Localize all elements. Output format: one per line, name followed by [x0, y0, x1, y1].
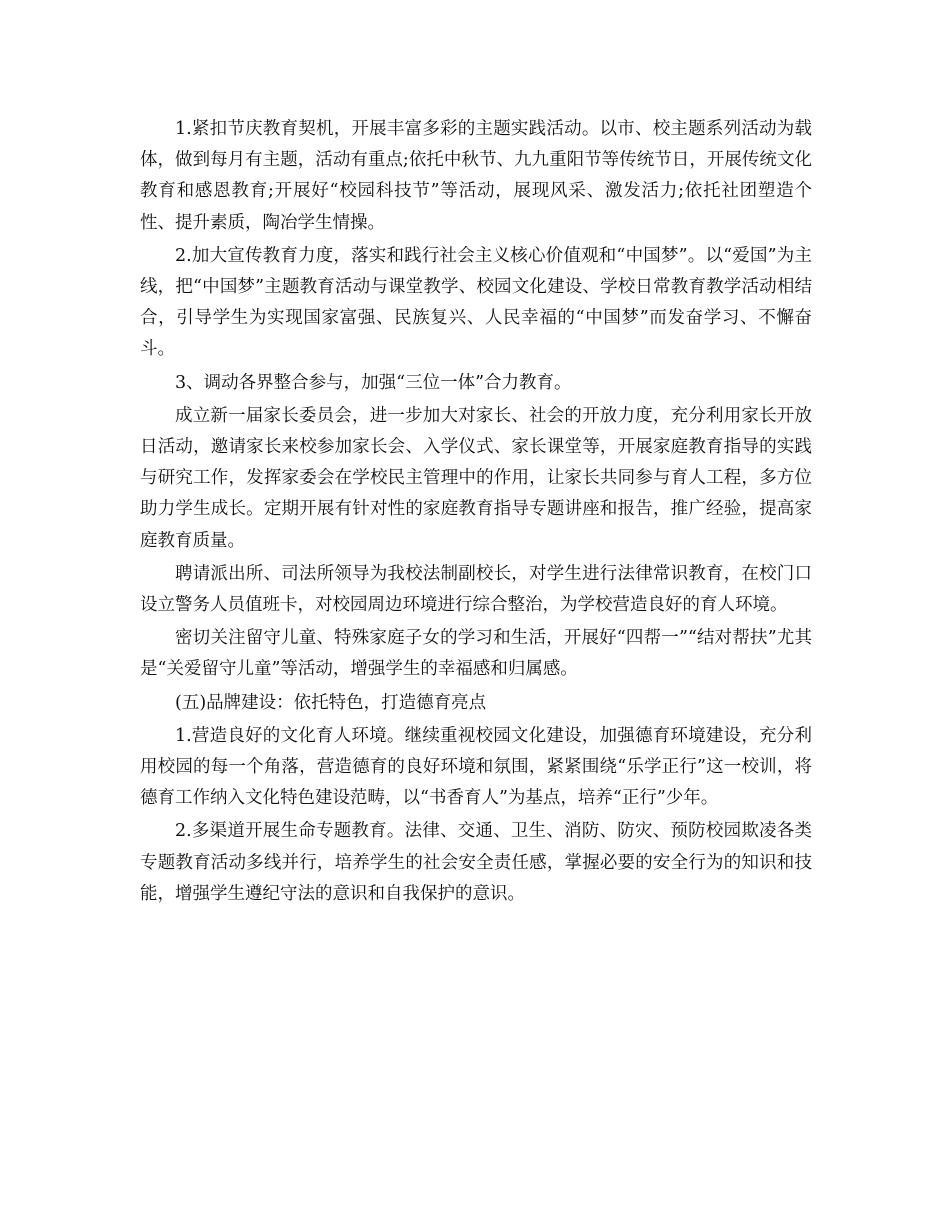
paragraph-festival-activities: 1.紧扣节庆教育契机，开展丰富多彩的主题实践活动。以市、校主题系列活动为载体，做到每月有主题，活动有重点;依托中秋节、九九重阳节等传统节日，开展传统文化教育和感恩教育;开展好“校园科技节”等活动，展现风采、激发活力;依托社团塑造个性、提升素质，陶冶学生情操。	[140, 119, 812, 233]
paragraph-life-education: 2.多渠道开展生命专题教育。法律、交通、卫生、消防、防灾、预防校园欺凌各类专题教育活动多线并行，培养学生的社会安全责任感，掌握必要的安全行为的知识和技能，增强学生遵纪守法的意识和自我保护的意识。	[140, 821, 812, 904]
document-body	[140, 114, 812, 912]
paragraph-three-in-one: 3、调动各界整合参与，加强“三位一体”合力教育。	[175, 372, 572, 393]
paragraph-cultural-environment: 1.营造良好的文化育人环境。继续重视校园文化建设，加强德育环境建设，充分利用校园的每一个角落，营造德育的良好环境和氛围，紧紧围绕“乐学正行”这一校训，将德育工作纳入文化特色建设范畴，以“书香育人”为基点，培养“正行”少年。	[140, 725, 812, 809]
paragraph-chinese-dream: 2.加大宣传教育力度，落实和践行社会主义核心价值观和“中国梦”。以“爱国”为主线，把“中国梦”主题教育活动与课堂教学、校园文化建设、学校日常教育教学活动相结合，引导学生为实现国家富强、民族复兴、人民幸福的“中国梦”而发奋学习、不懈奋斗。	[140, 245, 812, 360]
section-heading-brand-building: (五)品牌建设：依托特色，打造德育亮点	[175, 692, 487, 713]
paragraph-legal-vice-principal: 聘请派出所、司法所领导为我校法制副校长，对学生进行法律常识教育，在校门口设立警务人员值班卡，对校园周边环境进行综合整治，为学校营造良好的育人环境。	[140, 563, 812, 616]
paragraph-left-behind-children: 密切关注留守儿童、特殊家庭子女的学习和生活，开展好“四帮一”“结对帮扶”尤其是“关爱留守儿童”等活动，增强学生的幸福感和归属感。	[140, 628, 812, 680]
paragraph-parent-committee: 成立新一届家长委员会，进一步加大对家长、社会的开放力度，充分利用家长开放日活动，邀请家长来校参加家长会、入学仪式、家长课堂等，开展家庭教育指导的实践与研究工作，发挥家委会在学校民主管理中的作用，让家长共同参与育人工程，多方位助力学生成长。定期开展有针对性的家庭教育指导专题讲座和报告，推广经验，提高家庭教育质量。	[140, 405, 812, 551]
